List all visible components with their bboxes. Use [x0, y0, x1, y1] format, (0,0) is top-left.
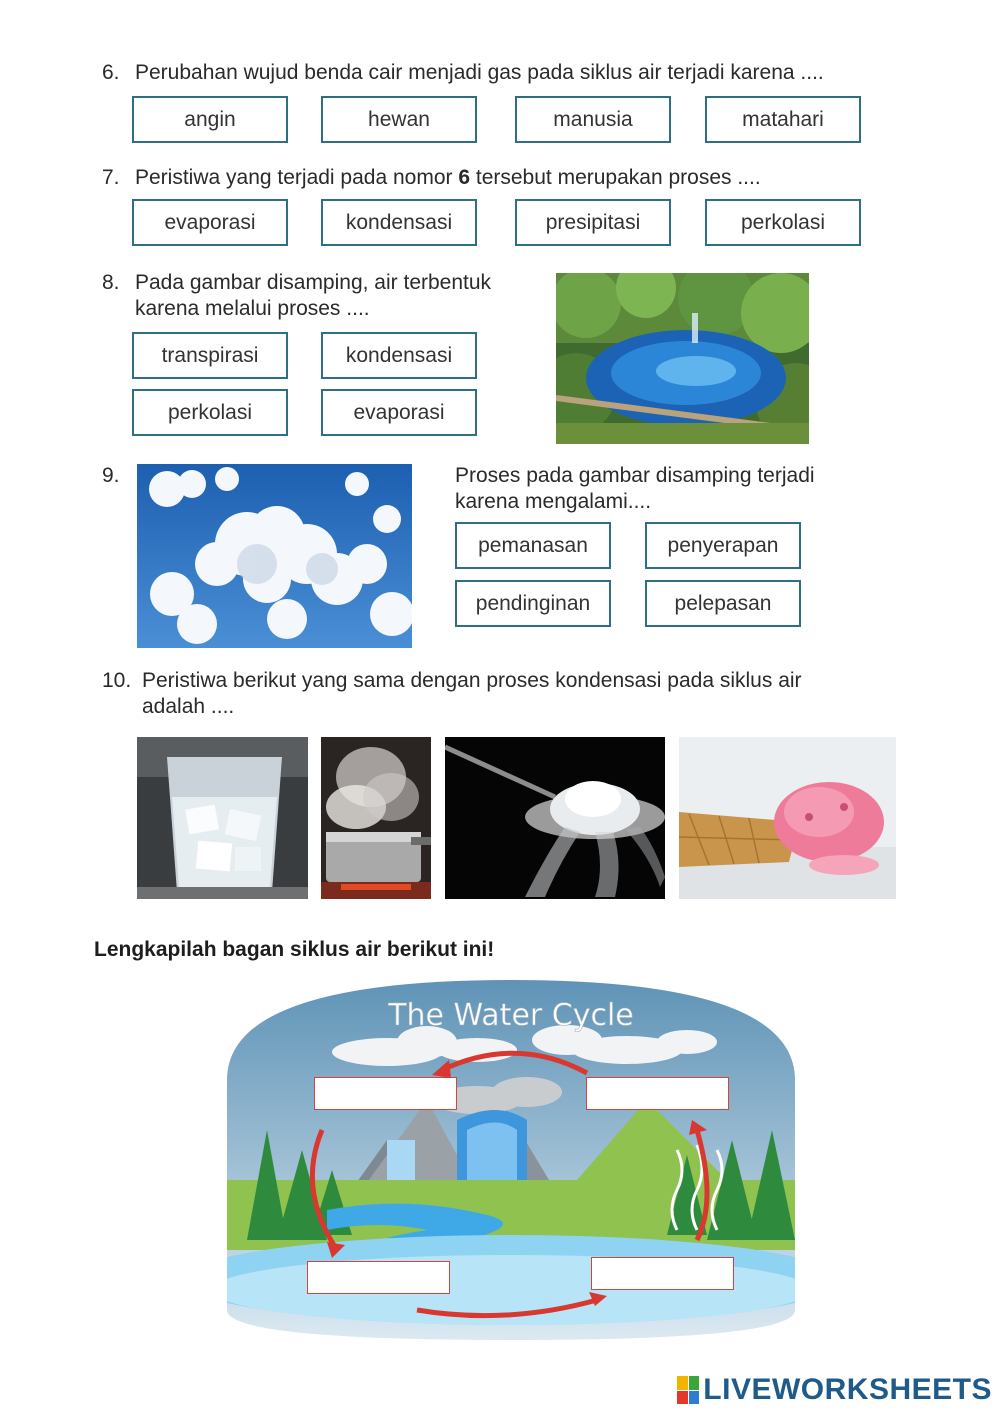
q10-number: 10.	[102, 669, 132, 692]
q9-line1: Proses pada gambar disamping terjadi	[455, 464, 815, 487]
q9-option-pelepasan[interactable]: pelepasan	[645, 580, 801, 627]
q8-option-kondensasi[interactable]: kondensasi	[321, 332, 477, 379]
liveworksheets-brand	[677, 1373, 992, 1407]
water-cycle-answer-bottom-right[interactable]	[591, 1257, 734, 1290]
q8-option-transpirasi[interactable]: transpirasi	[132, 332, 288, 379]
q8-option-perkolasi[interactable]: perkolasi	[132, 389, 288, 436]
water-cycle-title: The Water Cycle	[388, 998, 634, 1033]
q7-option-perkolasi[interactable]: perkolasi	[705, 199, 861, 246]
boiling-pot-photo[interactable]	[321, 737, 431, 899]
q9-number: 9.	[102, 464, 120, 487]
clouds-sky-photo	[137, 464, 412, 648]
ice-glass-photo[interactable]	[137, 737, 308, 899]
q9-line2: karena mengalami....	[455, 490, 652, 513]
q10-line2: adalah ....	[142, 695, 235, 718]
section-heading: Lengkapilah bagan siklus air berikut ini!	[94, 938, 495, 961]
dry-ice-spoon-photo[interactable]	[445, 737, 665, 899]
q6-number: 6.	[102, 61, 120, 84]
brand-name: LIVEWORKSHEETS	[703, 1373, 992, 1406]
q7-text-bold: 6	[458, 166, 471, 189]
q8-line2: karena melalui proses ....	[135, 297, 370, 320]
q6-option-matahari[interactable]: matahari	[705, 96, 861, 143]
liveworksheets-logo-icon	[677, 1376, 699, 1404]
water-cycle-answer-bottom-left[interactable]	[307, 1261, 450, 1294]
q7-text-before: Peristiwa yang terjadi pada nomor	[135, 166, 459, 189]
water-cycle-answer-top-left[interactable]	[314, 1077, 457, 1110]
q9-option-penyerapan[interactable]: penyerapan	[645, 522, 801, 569]
q10-line1: Peristiwa berikut yang sama dengan proses kondensasi pada siklus air	[142, 669, 802, 692]
q8-number: 8.	[102, 271, 120, 294]
q7-option-kondensasi[interactable]: kondensasi	[321, 199, 477, 246]
q6-text: Perubahan wujud benda cair menjadi gas pada siklus air terjadi karena ....	[135, 61, 824, 84]
q7-option-presipitasi[interactable]: presipitasi	[515, 199, 671, 246]
q7-text-after: tersebut merupakan proses ....	[470, 166, 761, 189]
q7-option-evaporasi[interactable]: evaporasi	[132, 199, 288, 246]
q9-option-pendinginan[interactable]: pendinginan	[455, 580, 611, 627]
water-cycle-answer-top-right[interactable]	[586, 1077, 729, 1110]
q7-number: 7.	[102, 166, 120, 189]
q8-line1: Pada gambar disamping, air terbentuk	[135, 271, 492, 294]
melting-ice-cream-photo[interactable]	[679, 737, 896, 899]
q9-option-pemanasan[interactable]: pemanasan	[455, 522, 611, 569]
q7-text	[135, 165, 935, 191]
q6-option-angin[interactable]: angin	[132, 96, 288, 143]
q6-option-hewan[interactable]: hewan	[321, 96, 477, 143]
blue-lake-photo	[556, 273, 809, 444]
q6-option-manusia[interactable]: manusia	[515, 96, 671, 143]
q8-option-evaporasi[interactable]: evaporasi	[321, 389, 477, 436]
